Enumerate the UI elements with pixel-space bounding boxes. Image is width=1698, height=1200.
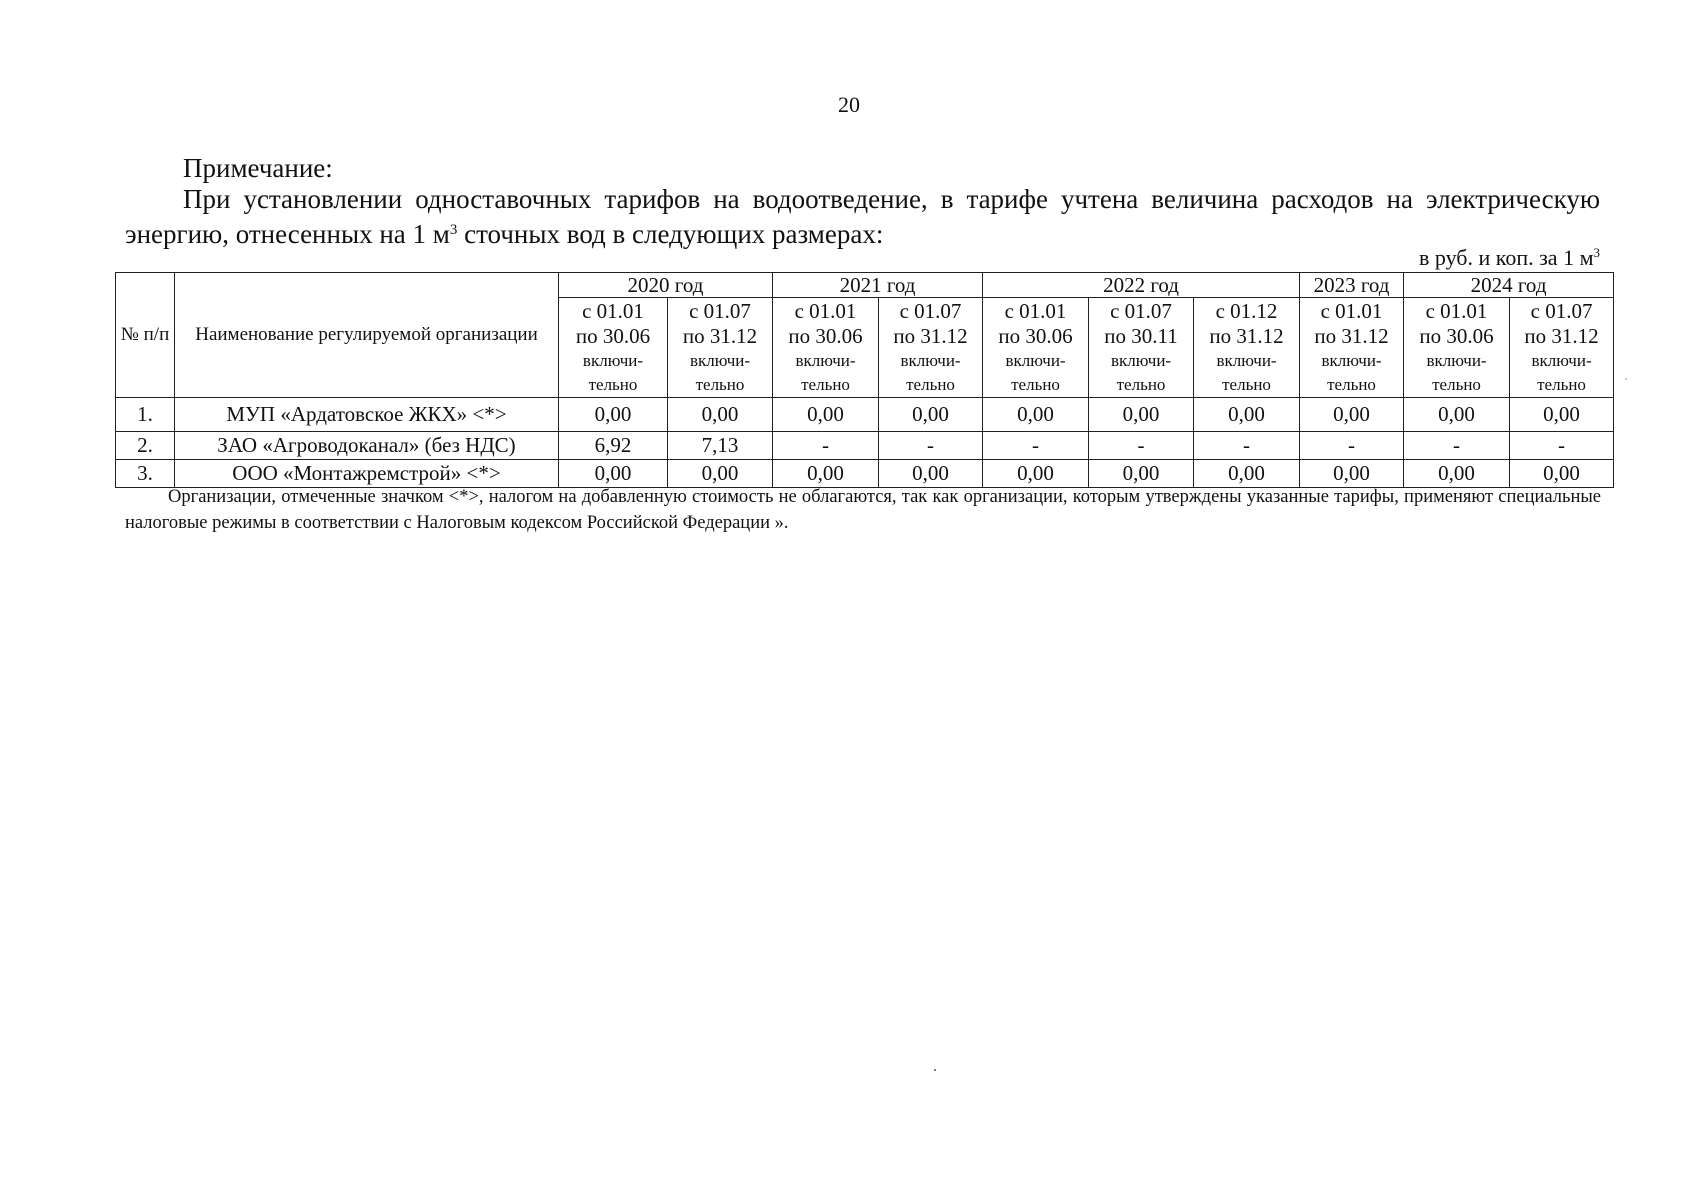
header-period: с 01.07 по 30.11 включи- тельно bbox=[1089, 298, 1194, 398]
header-year: 2024 год bbox=[1404, 273, 1614, 298]
tariff-value: - bbox=[1404, 432, 1510, 460]
tariff-value: 6,92 bbox=[559, 432, 668, 460]
tariff-value: 0,00 bbox=[773, 460, 879, 488]
tariff-value: - bbox=[1510, 432, 1614, 460]
tariff-value: - bbox=[1194, 432, 1300, 460]
tariff-value: - bbox=[983, 432, 1089, 460]
tariff-value: 7,13 bbox=[668, 432, 773, 460]
tariff-value: 0,00 bbox=[1510, 398, 1614, 432]
tariff-value: 0,00 bbox=[559, 460, 668, 488]
tariff-value: 0,00 bbox=[1404, 460, 1510, 488]
header-period: с 01.01 по 30.06 включи- тельно bbox=[983, 298, 1089, 398]
footnote: Организации, отмеченные значком <*>, налогом на добавленную стоимость не облагаются, так как организации, которым утверждены указанные тарифы, применяют специальные налоговые режимы в соответствии с Налоговым кодексом Российской Федерации ». bbox=[125, 487, 1601, 533]
table-header-years bbox=[116, 273, 1614, 298]
units-superscript: 3 bbox=[1593, 245, 1600, 260]
table-row bbox=[116, 432, 1614, 460]
tariff-table bbox=[115, 272, 1614, 488]
tariff-value: 0,00 bbox=[668, 398, 773, 432]
header-organization-name: Наименование регулируемой организации bbox=[175, 273, 559, 398]
header-year: 2020 год bbox=[559, 273, 773, 298]
organization-name: ЗАО «Агроводоканал» (без НДС) bbox=[175, 432, 559, 460]
tariff-value: 0,00 bbox=[1300, 460, 1404, 488]
header-period: с 01.07 по 31.12 включи- тельно bbox=[668, 298, 773, 398]
scan-speck bbox=[1625, 378, 1627, 380]
organization-name: ООО «Монтажремстрой» <*> bbox=[175, 460, 559, 488]
header-period: с 01.01 по 30.06 включи- тельно bbox=[1404, 298, 1510, 398]
tariff-value: 0,00 bbox=[773, 398, 879, 432]
tariff-value: 0,00 bbox=[1194, 398, 1300, 432]
tariff-value: 0,00 bbox=[983, 398, 1089, 432]
tariff-value: 0,00 bbox=[559, 398, 668, 432]
tariff-value: 0,00 bbox=[879, 460, 983, 488]
note-body-text-end: сточных вод в следующих размерах: bbox=[457, 219, 884, 249]
header-year: 2021 год bbox=[773, 273, 983, 298]
note-title: Примечание: bbox=[183, 153, 333, 183]
header-period: с 01.07 по 31.12 включи- тельно bbox=[1510, 298, 1614, 398]
header-period: с 01.12 по 31.12 включи- тельно bbox=[1194, 298, 1300, 398]
header-period: с 01.01 по 31.12 включи- тельно bbox=[1300, 298, 1404, 398]
table-row bbox=[116, 398, 1614, 432]
tariff-value: 0,00 bbox=[1089, 460, 1194, 488]
tariff-value: 0,00 bbox=[879, 398, 983, 432]
tariff-value: 0,00 bbox=[983, 460, 1089, 488]
header-year: 2023 год bbox=[1300, 273, 1404, 298]
note-body-superscript: 3 bbox=[449, 222, 458, 238]
tariff-value: 0,00 bbox=[1089, 398, 1194, 432]
tariff-value: 0,00 bbox=[1404, 398, 1510, 432]
organization-name: МУП «Ардатовское ЖКХ» <*> bbox=[175, 398, 559, 432]
tariff-value: - bbox=[1300, 432, 1404, 460]
row-number: 1. bbox=[116, 398, 175, 432]
page-number: 20 bbox=[838, 92, 860, 117]
header-period: с 01.07 по 31.12 включи- тельно bbox=[879, 298, 983, 398]
tariff-value: - bbox=[773, 432, 879, 460]
tariff-value: 0,00 bbox=[1194, 460, 1300, 488]
note-body-text: При установлении одноставочных тарифов на водоотведение, в тарифе учтена величина расходов на электрическую энергию, отнесенных на 1 м bbox=[125, 184, 1600, 249]
header-year: 2022 год bbox=[983, 273, 1300, 298]
row-number: 3. bbox=[116, 460, 175, 488]
tariff-value: 0,00 bbox=[668, 460, 773, 488]
scan-speck bbox=[934, 1069, 936, 1071]
tariff-value: 0,00 bbox=[1300, 398, 1404, 432]
units-text: в руб. и коп. за 1 м bbox=[1419, 245, 1594, 270]
header-number: № п/п bbox=[116, 273, 175, 398]
tariff-value: - bbox=[1089, 432, 1194, 460]
tariff-value: - bbox=[879, 432, 983, 460]
row-number: 2. bbox=[116, 432, 175, 460]
header-period: с 01.01 по 30.06 включи- тельно bbox=[559, 298, 668, 398]
units-label bbox=[1419, 245, 1600, 271]
note-body bbox=[125, 182, 1600, 252]
header-period: с 01.01 по 30.06 включи- тельно bbox=[773, 298, 879, 398]
tariff-value: 0,00 bbox=[1510, 460, 1614, 488]
